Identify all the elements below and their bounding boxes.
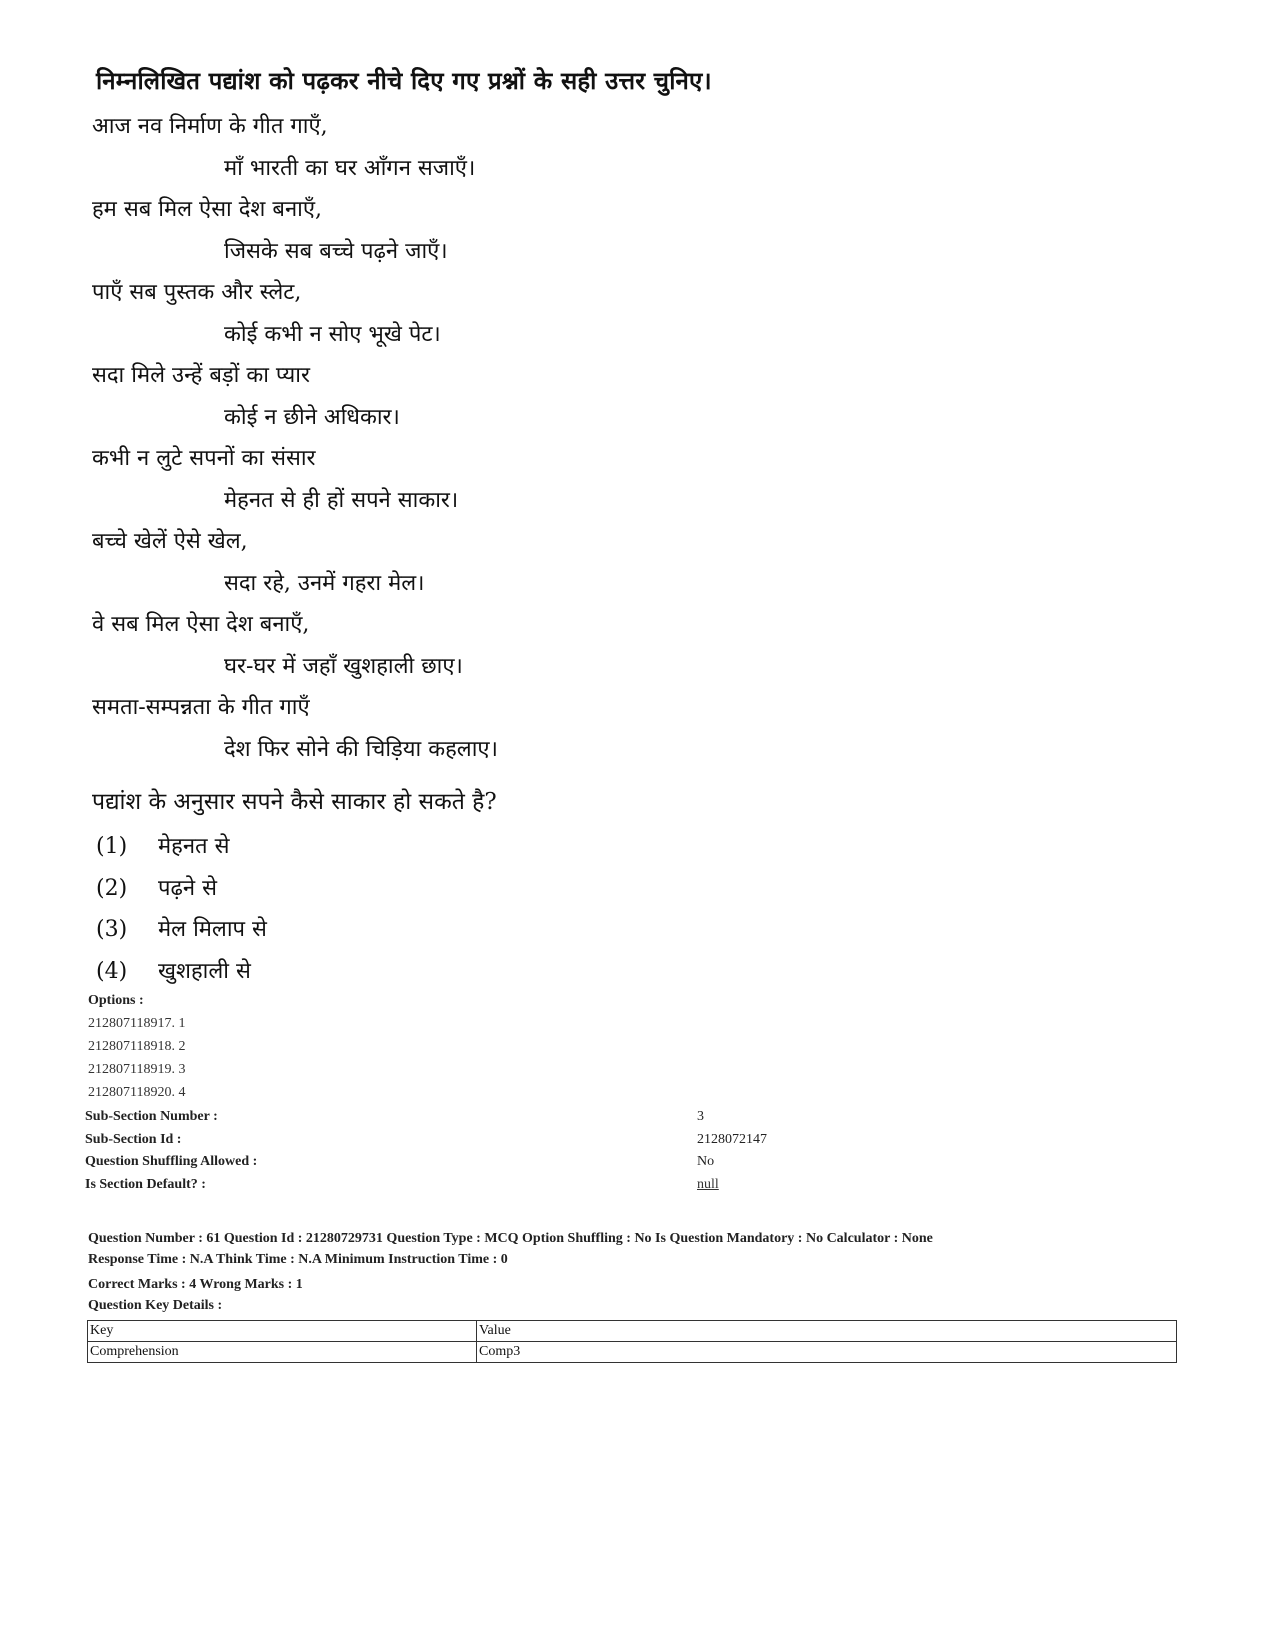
answer-choice-2: [96, 868, 267, 910]
poem-line: कोई न छीने अधिकार।: [224, 404, 400, 430]
subsection-value-link[interactable]: null: [697, 1176, 719, 1192]
options-title: Options :: [88, 993, 144, 1008]
option-id: 212807118918. 2: [88, 1039, 186, 1054]
choice-number: (2): [96, 875, 128, 901]
answer-choices: [96, 826, 267, 992]
poem-line: कोई कभी न सोए भूखे पेट।: [224, 321, 441, 347]
poem-line: समता-सम्पन्नता के गीत गाएँ: [92, 695, 310, 720]
table-header-key: Key: [88, 1321, 477, 1342]
poem-line: पाएँ सब पुस्तक और स्लेट,: [92, 280, 302, 305]
subsection-row: [85, 1106, 785, 1129]
choice-text: खुशहाली से: [158, 958, 251, 984]
poem-line: आज नव निर्माण के गीत गाएँ,: [92, 114, 328, 139]
subsection-label: Sub-Section Id :: [85, 1131, 182, 1147]
subsection-label: Is Section Default? :: [85, 1176, 206, 1192]
key-details-title: Question Key Details :: [88, 1298, 223, 1313]
poem-line: जिसके सब बच्चे पढ़ने जाएँ।: [224, 238, 448, 264]
options-list: [88, 990, 185, 1104]
subsection-row: [85, 1129, 785, 1152]
choice-number: (1): [96, 834, 128, 859]
poem-passage: [92, 106, 498, 770]
subsection-value: 2128072147: [697, 1131, 767, 1147]
choice-text: मेहनत से: [158, 834, 230, 859]
subsection-value: No: [697, 1154, 715, 1169]
poem-line: घर-घर में जहाँ खुशहाली छाए।: [224, 653, 463, 679]
question-info-line: Question Number : 61 Question Id : 2128072973​1 Question Type : MCQ Option Shuffling : No Is Question Mandatory : No Calculator : None: [88, 1231, 933, 1246]
answer-choice-1: [96, 826, 267, 868]
question-info-line: Response Time : N.A Think Time : N.A Minimum Instruction Time : 0: [88, 1252, 508, 1267]
subsection-label: Sub-Section Number :: [85, 1109, 218, 1124]
poem-line: हम सब मिल ऐसा देश बनाएँ,: [92, 197, 323, 222]
poem-line: बच्चे खेलें ऐसे खेल,: [92, 529, 248, 554]
option-id: 212807118917. 1: [88, 1016, 186, 1031]
subsection-label: Question Shuffling Allowed :: [85, 1154, 258, 1169]
question-info: [88, 1228, 1168, 1316]
poem-line: देश फिर सोने की चिड़िया कहलाए।: [224, 736, 498, 762]
choice-number: (4): [96, 958, 128, 984]
option-id: 212807118919. 3: [88, 1062, 186, 1077]
table-cell-value: Comp3: [477, 1342, 1177, 1363]
choice-text: मेल मिलाप से: [158, 917, 267, 942]
key-details-table: [87, 1320, 1177, 1363]
poem-line: सदा रहे, उनमें गहरा मेल।: [224, 570, 425, 596]
table-header-row: [88, 1321, 1177, 1342]
subsection-row: [85, 1174, 785, 1197]
question-text: पद्यांश के अनुसार सपने कैसे साकार हो सकते है?: [92, 789, 497, 815]
poem-line: कभी न लुटे सपनों का संसार: [92, 446, 316, 471]
poem-line: माँ भारती का घर आँगन सजाएँ।: [224, 155, 476, 181]
poem-line: वे सब मिल ऐसा देश बनाएँ,: [92, 612, 310, 637]
subsection-value: 3: [697, 1109, 704, 1124]
table-cell-key: Comprehension: [88, 1342, 477, 1363]
answer-choice-3: [96, 909, 267, 951]
subsection-row: [85, 1151, 785, 1174]
option-id: 212807118920. 4: [88, 1085, 186, 1100]
subsection-info: [85, 1106, 785, 1196]
table-row: [88, 1342, 1177, 1363]
table-header-value: Value: [477, 1321, 1177, 1342]
instruction-heading: निम्नलिखित पद्यांश को पढ़कर नीचे दिए गए प्रश्नों के सही उत्तर चुनिए।: [96, 66, 712, 95]
poem-line: सदा मिले उन्हें बड़ों का प्यार: [92, 363, 311, 388]
marks-line: Correct Marks : 4 Wrong Marks : 1: [88, 1277, 303, 1292]
choice-number: (3): [96, 917, 128, 942]
answer-choice-4: [96, 951, 267, 993]
poem-line: मेहनत से ही हों सपने साकार।: [224, 487, 459, 513]
choice-text: पढ़ने से: [158, 875, 217, 901]
